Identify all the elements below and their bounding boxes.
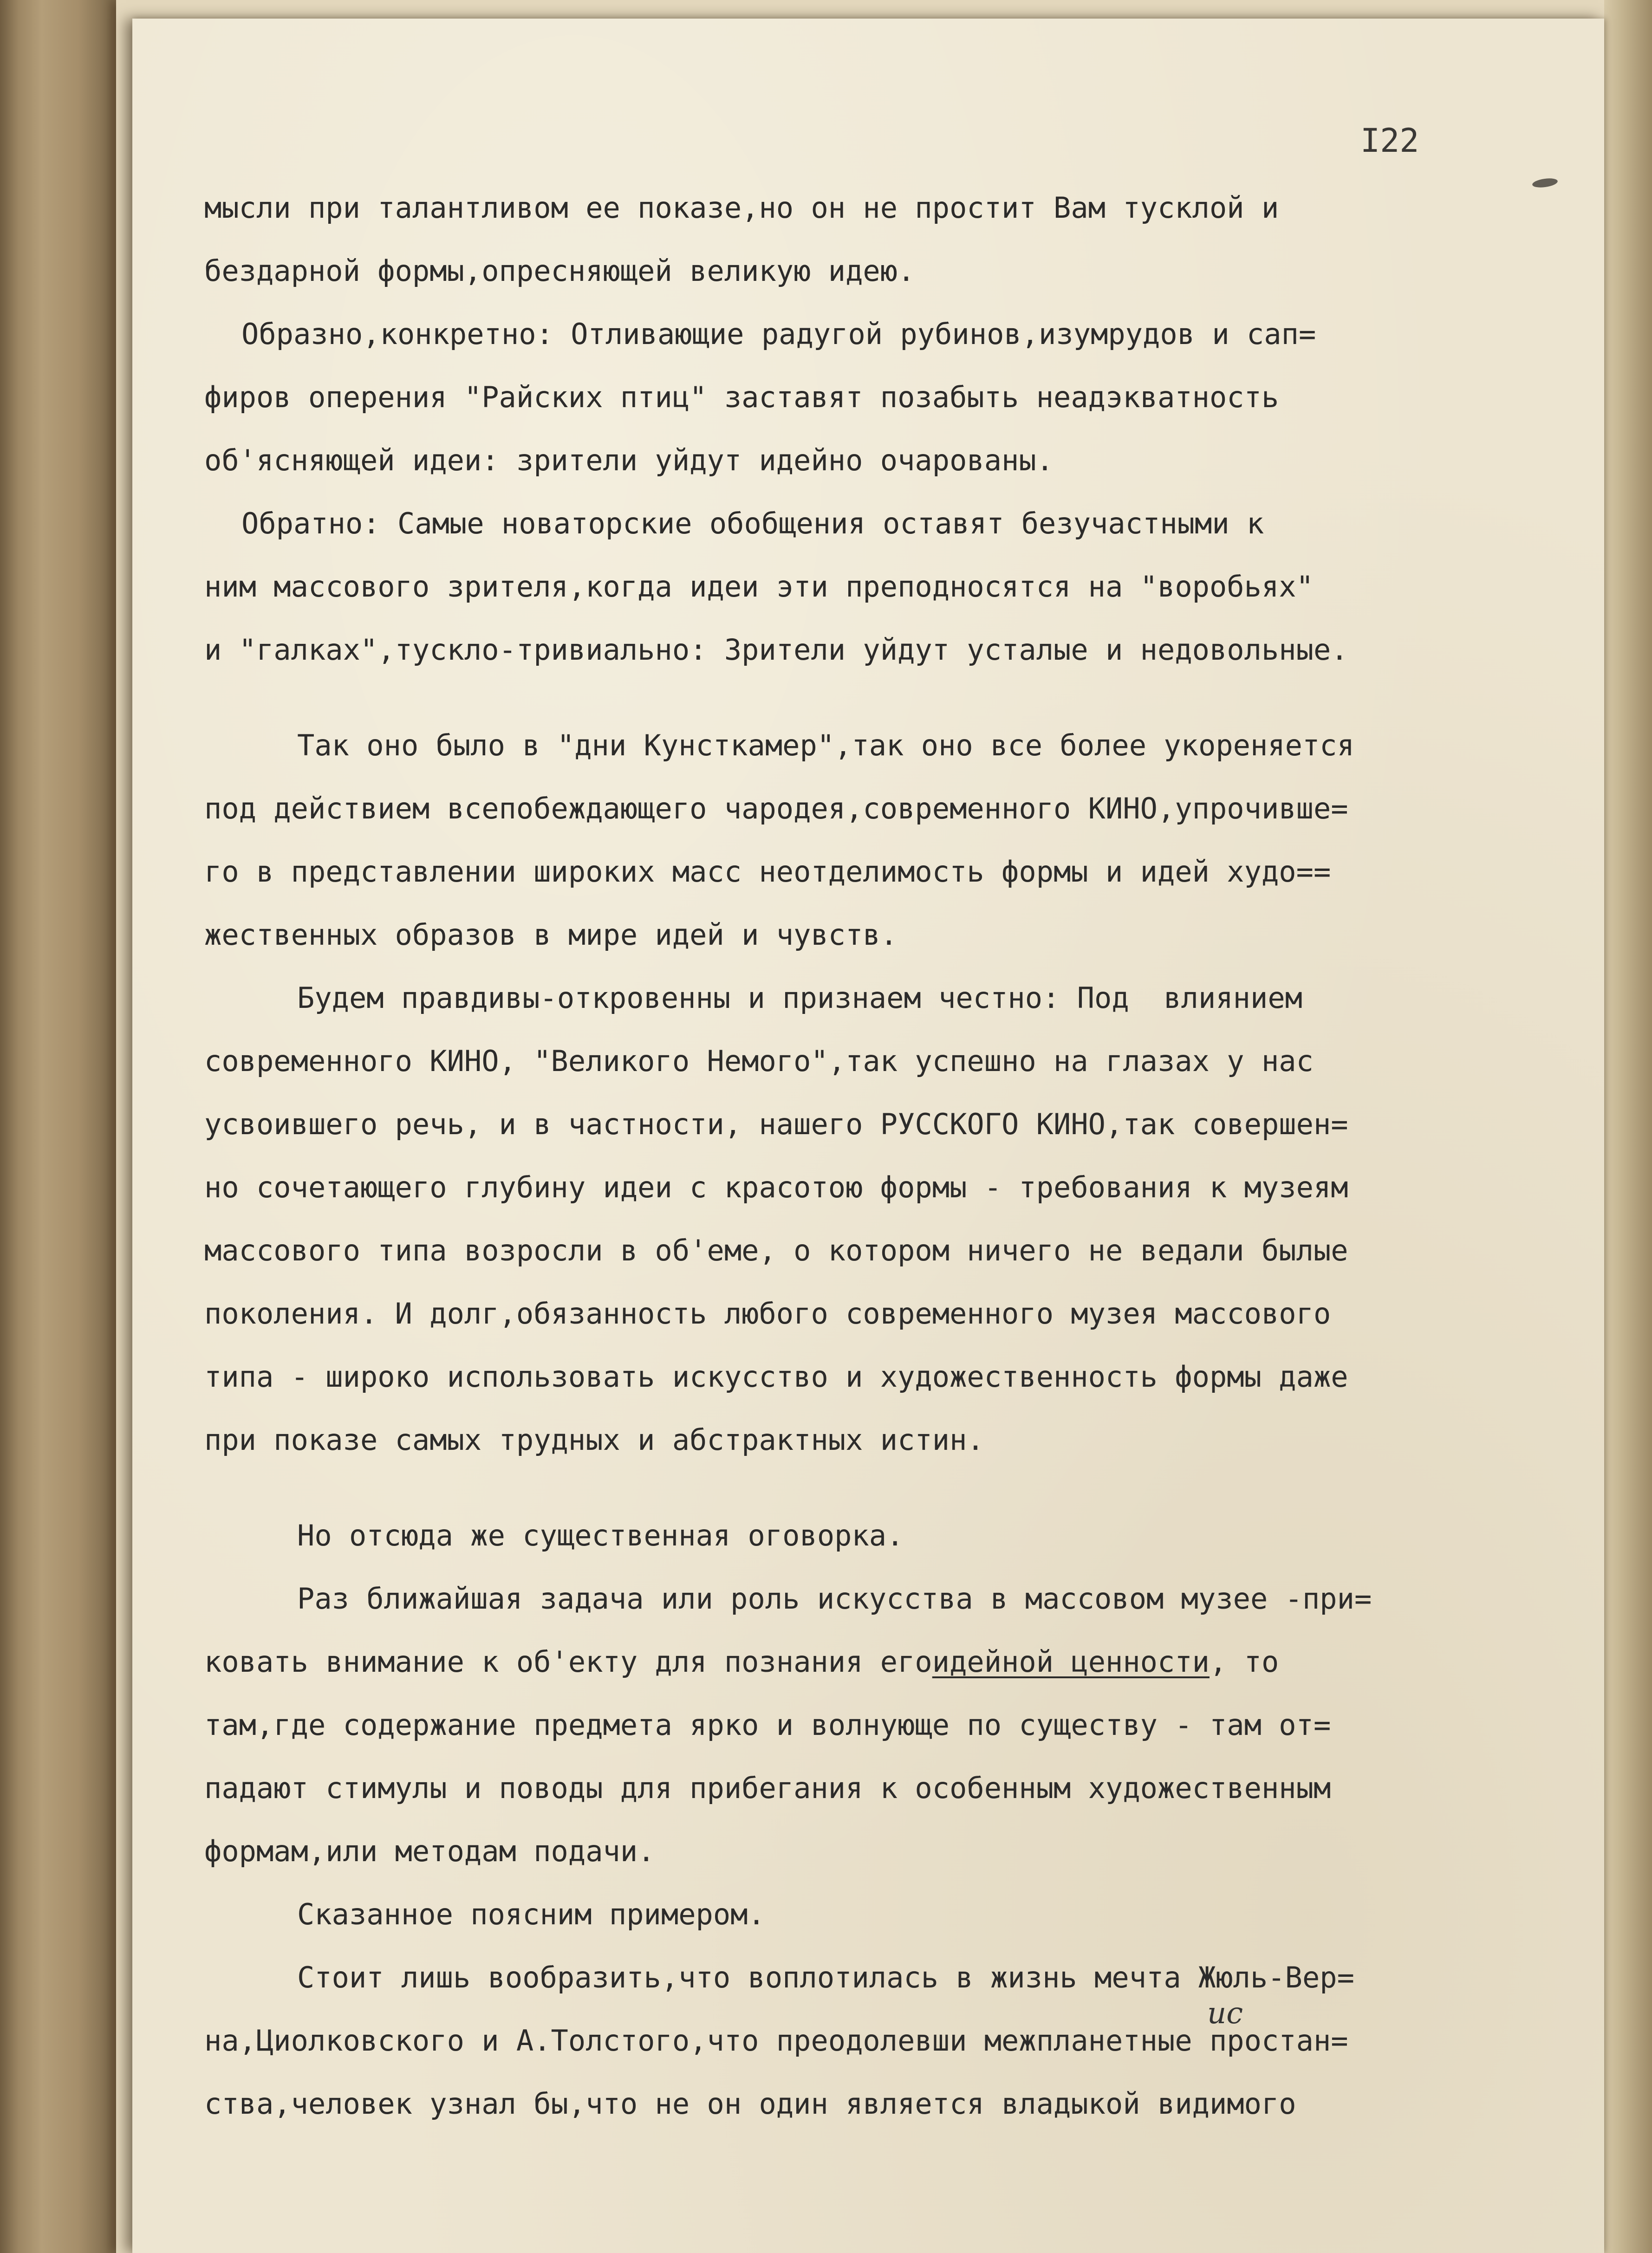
text-line: Стоит лишь вообразить,что воплотилась в жизнь мечта Жюль-Вер= bbox=[297, 1961, 1354, 1994]
text-line: об'ясняющей идеи: зрители уйдут идейно очарованы. bbox=[204, 443, 1054, 477]
paragraph-gap bbox=[204, 682, 1574, 714]
text-line: при показе самых трудных и абстрактных истин. bbox=[204, 1423, 984, 1457]
document-body bbox=[204, 176, 1574, 2136]
text-line: но сочетающего глубину идеи с красотою формы - требования к музеям bbox=[204, 1170, 1348, 1204]
text-line: массового типа возросли в об'еме, о котором ничего не ведали былые bbox=[204, 1234, 1348, 1267]
text-line: под действием всепобеждающего чародея,современного КИНО,упрочивше= bbox=[204, 792, 1348, 825]
text-line: ковать внимание к об'екту для познания егоидейной ценности, то bbox=[204, 1645, 1279, 1679]
text-line: Образно,конкретно: Отливающие радугой рубинов,изумрудов и сап= bbox=[241, 317, 1316, 351]
page-number: I22 bbox=[1360, 122, 1419, 160]
text-line: ним массового зрителя,когда идеи эти преподносятся на "воробьях" bbox=[204, 570, 1314, 604]
text-line: формам,или методам подачи. bbox=[204, 1834, 655, 1868]
text-line: на,Циолковского и А.Толстого,что преодолевши межпланетные простан= bbox=[204, 2024, 1348, 2058]
text-line: Но отсюда же существенная оговорка. bbox=[297, 1519, 904, 1552]
text-line: Будем правдивы-откровенны и признаем честно: Под влиянием bbox=[297, 981, 1302, 1015]
text-line: мысли при талантливом ее показе,но он не простит Вам тусклой и bbox=[204, 191, 1279, 225]
text-line: Обратно: Самые новаторские обобщения оставят безучастными к bbox=[241, 506, 1264, 540]
text-line: и "галках",тускло-тривиально: Зрители уйдут усталые и недовольные. bbox=[204, 633, 1348, 667]
text-line: усвоившего речь, и в частности, нашего РУССКОГО КИНО,так совершен= bbox=[204, 1107, 1348, 1141]
text-line: Раз ближайшая задача или роль искусства в массовом музее -при= bbox=[297, 1582, 1372, 1616]
paragraph-gap bbox=[204, 1472, 1574, 1504]
text-line: там,где содержание предмета ярко и волнующе по существу - там от= bbox=[204, 1708, 1331, 1742]
text-line: ства,человек узнал бы,что не он один является владыкой видимого bbox=[204, 2087, 1296, 2121]
text-line: жественных образов в мире идей и чувств. bbox=[204, 918, 898, 952]
text-line: поколения. И долг,обязанность любого современного музея массового bbox=[204, 1297, 1331, 1331]
text-line: Так оно было в "дни Кунсткамер",так оно все более укореняется bbox=[297, 728, 1354, 762]
text-line: падают стимулы и поводы для прибегания к особенным художественным bbox=[204, 1771, 1331, 1805]
text-line: Сказанное поясним примером. bbox=[297, 1897, 765, 1931]
handwritten-correction: ис bbox=[1207, 1996, 1243, 2031]
text-line: го в представлении широких масс неотделимость формы и идей худо== bbox=[204, 855, 1331, 889]
text-line: современного КИНО, "Великого Немого",так успешно на глазах у нас bbox=[204, 1044, 1314, 1078]
text-line: бездарной формы,опресняющей великую идею. bbox=[204, 254, 915, 288]
text-line: фиров оперения "Райских птиц" заставят позабыть неадэкватность bbox=[204, 380, 1279, 414]
text-line: типа - широко использовать искусство и художественность формы даже bbox=[204, 1360, 1348, 1394]
sheet-edge bbox=[1604, 0, 1652, 2253]
underlined-phrase: идейной ценности bbox=[932, 1645, 1210, 1679]
